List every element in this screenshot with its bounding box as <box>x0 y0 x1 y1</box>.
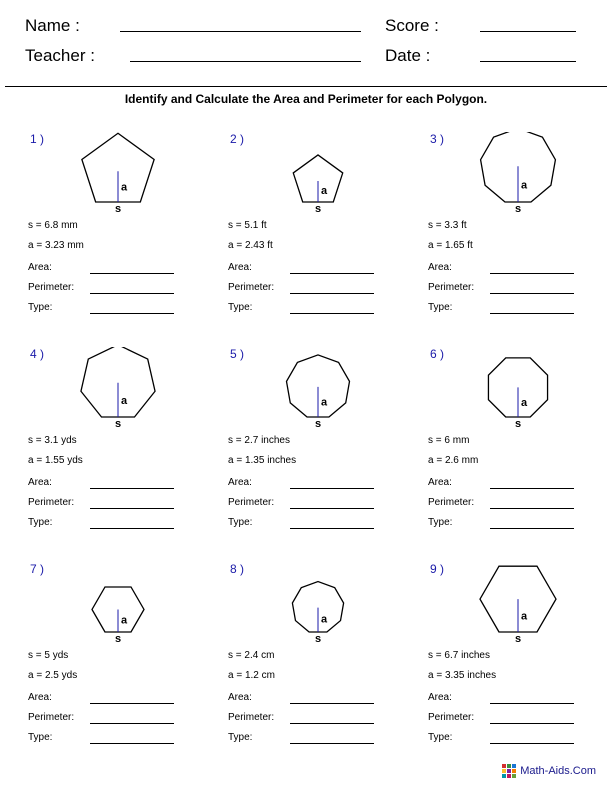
type-label: Type: <box>428 302 453 313</box>
type-answer-line[interactable] <box>490 743 574 744</box>
type-label: Type: <box>228 732 253 743</box>
perimeter-answer-line[interactable] <box>490 293 574 294</box>
area-answer-line[interactable] <box>90 703 174 704</box>
polygon-figure <box>278 347 358 427</box>
type-label: Type: <box>28 517 53 528</box>
logo-square <box>502 764 506 768</box>
problem-8 <box>228 562 418 772</box>
apothem-value: a = 3.23 mm <box>28 240 84 251</box>
type-answer-line[interactable] <box>90 743 174 744</box>
type-answer-line[interactable] <box>490 528 574 529</box>
area-label: Area: <box>428 262 452 273</box>
perimeter-label: Perimeter: <box>428 282 475 293</box>
apothem-marker: a <box>321 613 328 626</box>
polygon-figure <box>478 132 558 212</box>
apothem-marker: a <box>121 394 128 407</box>
problem-5 <box>228 347 418 557</box>
side-value: s = 2.7 inches <box>228 435 290 446</box>
logo-square <box>502 769 506 773</box>
type-label: Type: <box>428 732 453 743</box>
apothem-marker: a <box>121 614 128 627</box>
problem-2 <box>228 132 418 342</box>
problem-7 <box>28 562 218 772</box>
type-answer-line[interactable] <box>90 528 174 529</box>
apothem-value: a = 2.5 yds <box>28 670 78 681</box>
type-label: Type: <box>28 302 53 313</box>
problem-number: 3 ) <box>430 132 445 146</box>
perimeter-answer-line[interactable] <box>290 508 374 509</box>
problem-number: 8 ) <box>230 562 245 576</box>
area-label: Area: <box>428 692 452 703</box>
problem-number: 2 ) <box>230 132 245 146</box>
area-answer-line[interactable] <box>90 273 174 274</box>
perimeter-answer-line[interactable] <box>290 723 374 724</box>
perimeter-label: Perimeter: <box>228 712 275 723</box>
side-marker: s <box>314 203 322 212</box>
side-marker: s <box>314 418 322 427</box>
perimeter-answer-line[interactable] <box>490 723 574 724</box>
area-answer-line[interactable] <box>290 488 374 489</box>
logo-square <box>512 774 516 778</box>
type-label: Type: <box>428 517 453 528</box>
area-label: Area: <box>28 692 52 703</box>
apothem-marker: a <box>521 610 528 623</box>
apothem-marker: a <box>521 396 528 409</box>
perimeter-answer-line[interactable] <box>290 293 374 294</box>
type-label: Type: <box>28 732 53 743</box>
polygon-figure <box>78 132 158 212</box>
perimeter-label: Perimeter: <box>228 497 275 508</box>
teacher-label: Teacher : <box>25 46 95 65</box>
apothem-marker: a <box>321 396 328 409</box>
side-marker: s <box>114 418 122 427</box>
area-label: Area: <box>28 262 52 273</box>
problem-number: 9 ) <box>430 562 445 576</box>
logo-square <box>507 764 511 768</box>
polygon-figure <box>478 562 558 642</box>
footer-brand[interactable] <box>502 764 596 778</box>
polygon-figure <box>278 562 358 642</box>
area-label: Area: <box>428 477 452 488</box>
side-marker: s <box>514 633 522 642</box>
problem-1 <box>28 132 218 342</box>
side-value: s = 6.8 mm <box>28 220 78 231</box>
problem-9 <box>428 562 612 772</box>
perimeter-answer-line[interactable] <box>490 508 574 509</box>
type-answer-line[interactable] <box>290 743 374 744</box>
side-marker: s <box>114 633 122 642</box>
side-marker: s <box>314 633 322 642</box>
logo-square <box>512 764 516 768</box>
side-value: s = 6.7 inches <box>428 650 490 661</box>
area-answer-line[interactable] <box>490 488 574 489</box>
type-answer-line[interactable] <box>290 528 374 529</box>
apothem-value: a = 2.6 mm <box>428 455 479 466</box>
problem-number: 7 ) <box>30 562 45 576</box>
problem-6 <box>428 347 612 557</box>
apothem-value: a = 2.43 ft <box>228 240 273 251</box>
instructions: Identify and Calculate the Area and Perimeter for each Polygon. <box>124 92 488 106</box>
apothem-value: a = 1.55 yds <box>28 455 83 466</box>
perimeter-label: Perimeter: <box>28 712 75 723</box>
perimeter-label: Perimeter: <box>28 497 75 508</box>
type-label: Type: <box>228 302 253 313</box>
apothem-value: a = 1.2 cm <box>228 670 275 681</box>
score-label: Score : <box>385 16 439 35</box>
perimeter-label: Perimeter: <box>428 712 475 723</box>
logo-square <box>507 774 511 778</box>
area-label: Area: <box>228 692 252 703</box>
perimeter-label: Perimeter: <box>228 282 275 293</box>
problem-4 <box>28 347 218 557</box>
type-label: Type: <box>228 517 253 528</box>
side-value: s = 3.1 yds <box>28 435 77 446</box>
type-answer-line[interactable] <box>490 313 574 314</box>
polygon-figure <box>78 347 158 427</box>
side-value: s = 6 mm <box>428 435 470 446</box>
logo-square <box>502 774 506 778</box>
side-marker: s <box>514 203 522 212</box>
date-label: Date : <box>385 46 431 65</box>
side-marker: s <box>114 203 122 212</box>
area-label: Area: <box>228 477 252 488</box>
header-divider <box>5 86 607 87</box>
type-answer-line[interactable] <box>90 313 174 314</box>
math-aids-logo-icon <box>502 764 516 778</box>
area-label: Area: <box>228 262 252 273</box>
type-answer-line[interactable] <box>290 313 374 314</box>
side-value: s = 3.3 ft <box>428 220 467 231</box>
area-answer-line[interactable] <box>290 703 374 704</box>
problem-3 <box>428 132 612 342</box>
teacher-field[interactable] <box>130 61 361 62</box>
problem-number: 1 ) <box>30 132 45 146</box>
polygon-figure <box>478 347 558 427</box>
polygon-figure <box>78 562 158 642</box>
area-answer-line[interactable] <box>90 488 174 489</box>
area-answer-line[interactable] <box>490 703 574 704</box>
area-label: Area: <box>28 477 52 488</box>
problem-number: 5 ) <box>230 347 245 361</box>
score-field[interactable] <box>480 31 576 32</box>
problem-number: 4 ) <box>30 347 45 361</box>
logo-square <box>512 769 516 773</box>
area-answer-line[interactable] <box>290 273 374 274</box>
apothem-value: a = 3.35 inches <box>428 670 497 681</box>
perimeter-answer-line[interactable] <box>90 723 174 724</box>
logo-square <box>507 769 511 773</box>
apothem-marker: a <box>321 185 328 198</box>
apothem-marker: a <box>521 179 528 192</box>
side-value: s = 5 yds <box>28 650 69 661</box>
apothem-value: a = 1.35 inches <box>228 455 297 466</box>
side-value: s = 2.4 cm <box>228 650 275 661</box>
side-value: s = 5.1 ft <box>228 220 267 231</box>
brand-name: Math-Aids.Com <box>520 765 596 777</box>
perimeter-answer-line[interactable] <box>90 508 174 509</box>
problem-number: 6 ) <box>430 347 445 361</box>
date-field[interactable] <box>480 61 576 62</box>
name-field[interactable] <box>120 31 361 32</box>
side-marker: s <box>514 418 522 427</box>
perimeter-answer-line[interactable] <box>90 293 174 294</box>
perimeter-label: Perimeter: <box>428 497 475 508</box>
name-label: Name : <box>25 16 80 35</box>
area-answer-line[interactable] <box>490 273 574 274</box>
perimeter-label: Perimeter: <box>28 282 75 293</box>
apothem-marker: a <box>121 181 128 194</box>
apothem-value: a = 1.65 ft <box>428 240 473 251</box>
polygon-figure <box>278 132 358 212</box>
